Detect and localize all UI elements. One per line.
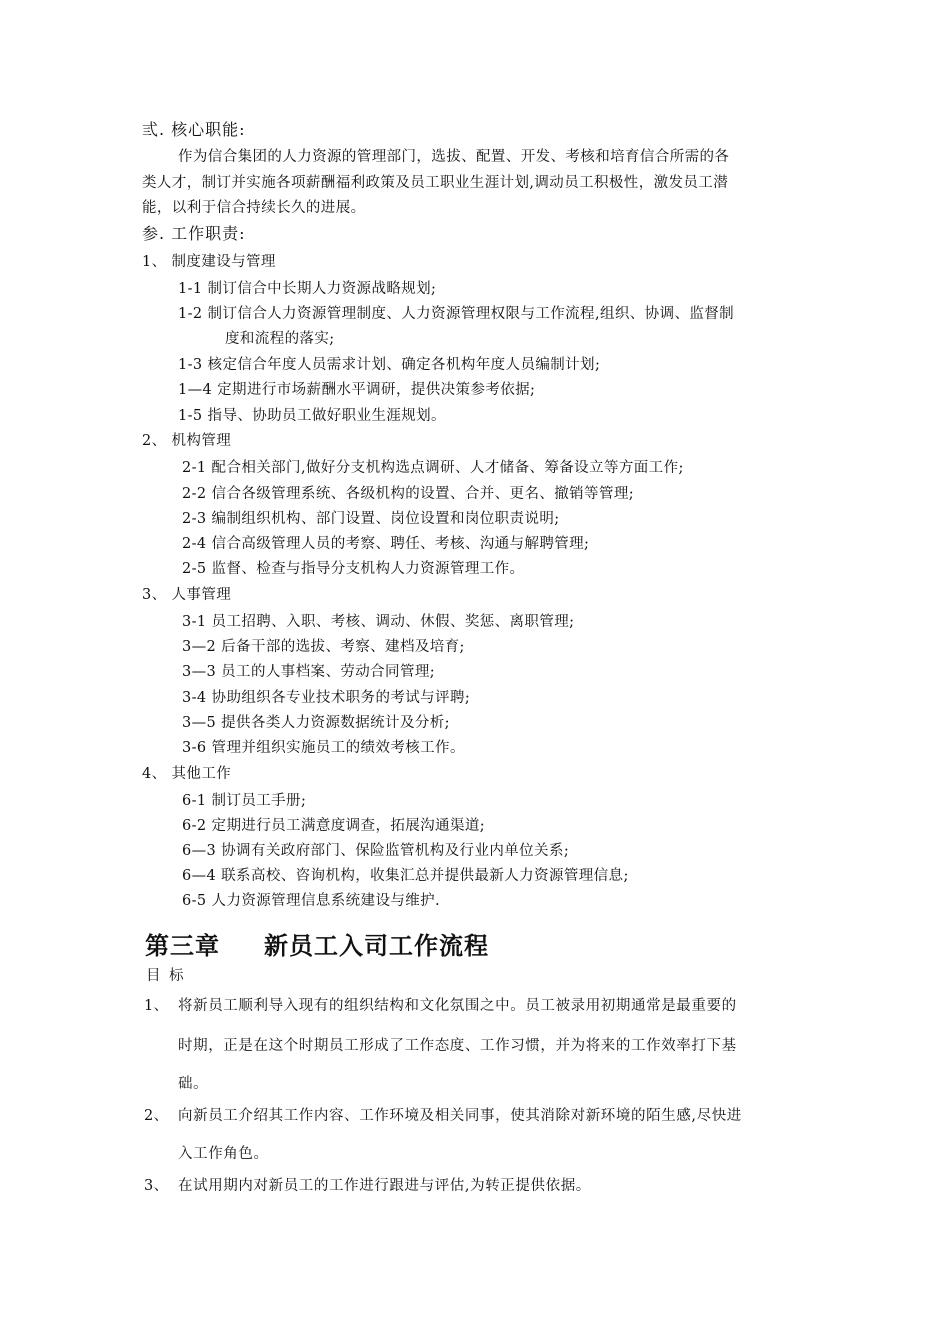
job-duties-heading: 参. 工作职责: [142, 224, 246, 243]
duty-item: 2-1 配合相关部门,做好分支机构选点调研、人才储备、筹备设立等方面工作; [182, 460, 684, 476]
goal-line: 将新员工顺利导入现有的组织结构和文化氛围之中。员工被录用初期通常是最重要的 [178, 998, 737, 1014]
duty-item-continuation: 度和流程的落实; [225, 331, 335, 347]
goal-line: 向新员工介绍其工作内容、工作环境及相关同事，使其消除对新环境的陌生感,尽快进 [178, 1108, 742, 1124]
duty-item: 3-4 协助组织各专业技术职务的考试与评聘; [182, 690, 471, 706]
duty-item: 2-3 编制组织机构、部门设置、岗位设置和岗位职责说明; [182, 511, 560, 527]
goal-number: 3、 [144, 1178, 169, 1194]
duty-item: 3—2 后备干部的选拔、考察、建档及培育; [182, 639, 465, 655]
duty-group-title: 4、 其他工作 [142, 766, 232, 782]
duty-item: 6-2 定期进行员工满意度调查，拓展沟通渠道; [182, 818, 486, 834]
duty-item: 1-5 指导、协助员工做好职业生涯规划。 [178, 408, 446, 424]
duty-item: 1-2 制订信合人力资源管理制度、人力资源管理权限与工作流程,组织、协调、监督制 [178, 306, 735, 322]
duty-item: 2-4 信合高级管理人员的考察、聘任、考核、沟通与解聘管理; [182, 536, 590, 552]
chapter-heading [145, 926, 489, 961]
chapter-label: 第三章 [145, 931, 220, 960]
duty-item: 6—4 联系高校、咨询机构，收集汇总并提供最新人力资源管理信息; [182, 868, 629, 884]
goal-number: 1、 [144, 998, 169, 1014]
duty-item: 1-1 制订信合中长期人力资源战略规划; [178, 281, 437, 297]
duty-group-title: 3、 人事管理 [142, 587, 232, 603]
duty-item: 2-2 信合各级管理系统、各级机构的设置、合并、更名、撤销等管理; [182, 486, 635, 502]
duty-item: 6—3 协调有关政府部门、保险监管机构及行业内单位关系; [182, 843, 570, 859]
core-functions-heading: 弎. 核心职能: [142, 120, 246, 139]
duty-item: 3-6 管理并组织实施员工的绩效考核工作。 [182, 740, 465, 756]
duty-item: 6-5 人力资源管理信息系统建设与维护. [182, 893, 441, 909]
core-functions-paragraph-line: 作为信合集团的人力资源的管理部门，选拔、配置、开发、考核和培育信合所需的各 [178, 149, 730, 165]
goals-heading: 目 标 [146, 968, 186, 984]
core-functions-paragraph-line: 类人才，制订并实施各项薪酬福利政策及员工职业生涯计划,调动员工积极性，激发员工潜 [142, 175, 729, 191]
duty-item: 1—4 定期进行市场薪酬水平调研，提供决策参考依据; [178, 382, 536, 398]
duty-item: 3—5 提供各类人力资源数据统计及分析; [182, 715, 450, 731]
goal-line: 入工作角色。 [178, 1146, 269, 1162]
goal-line: 时期，正是在这个时期员工形成了工作态度、工作习惯，并为将来的工作效率打下基 [178, 1038, 737, 1054]
duty-item: 6-1 制订员工手册; [182, 793, 307, 809]
goal-line: 在试用期内对新员工的工作进行跟进与评估,为转正提供依据。 [178, 1178, 591, 1194]
chapter-title: 新员工入司工作流程 [264, 931, 489, 960]
core-functions-paragraph-line: 能，以利于信合持续长久的进展。 [142, 200, 366, 216]
duty-item: 3—3 员工的人事档案、劳动合同管理; [182, 664, 436, 680]
duty-group-title: 2、 机构管理 [142, 433, 232, 449]
duty-group-title: 1、 制度建设与管理 [142, 254, 276, 270]
duty-item: 3-1 员工招聘、入职、考核、调动、休假、奖惩、离职管理; [182, 614, 575, 630]
goal-number: 2、 [144, 1108, 169, 1124]
duty-item: 2-5 监督、检查与指导分支机构人力资源管理工作。 [182, 561, 525, 577]
duty-item: 1-3 核定信合年度人员需求计划、确定各机构年度人员编制计划; [178, 357, 601, 373]
goal-line: 础。 [178, 1076, 209, 1092]
